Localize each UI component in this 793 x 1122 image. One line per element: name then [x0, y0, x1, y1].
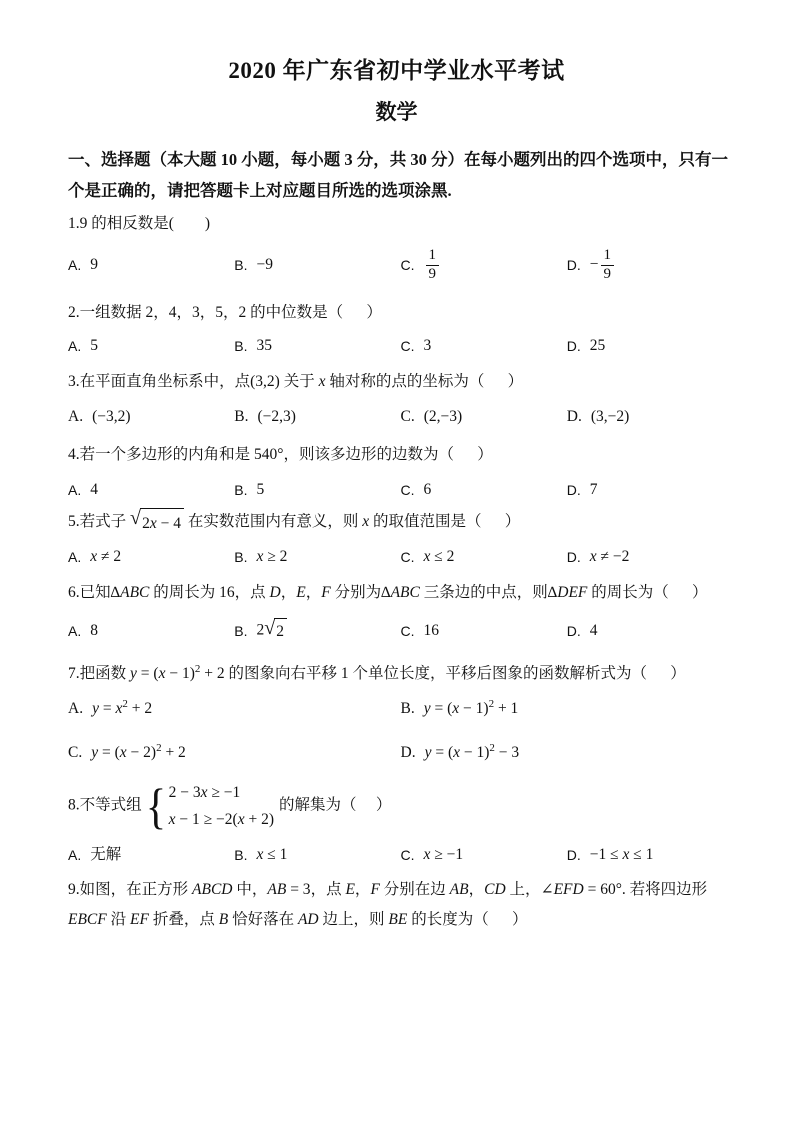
- text-run: 中，: [232, 881, 268, 898]
- option-value: [425, 741, 520, 765]
- option-value: [256, 618, 287, 644]
- math-text: − 1): [460, 744, 490, 761]
- text-run: 的图象向右平移 1 个单位长度，平移后图象的函数解析式为（ ）: [224, 665, 686, 682]
- math-variable: x: [622, 846, 630, 863]
- math-text: ≠ 2: [97, 548, 122, 565]
- math-text: 4: [90, 481, 98, 498]
- question-4-option-A: [68, 478, 234, 502]
- text-run: 在实数范围内有意义，则: [183, 513, 363, 531]
- option-label: C.: [400, 338, 415, 354]
- text-run: 5.若式子: [68, 513, 131, 531]
- math-text: −9: [256, 256, 273, 273]
- question-3-option-B: [234, 405, 400, 429]
- math-text: ≤ 1: [629, 846, 654, 863]
- text-run: 分别为: [330, 584, 382, 601]
- math-text: ∆: [547, 584, 558, 601]
- option-value: [424, 545, 455, 569]
- option-label: D.: [566, 549, 581, 565]
- questions-list: [68, 210, 733, 935]
- math-variable: EF: [130, 911, 149, 928]
- option-label: A.: [68, 847, 82, 863]
- math-superscript: 2: [489, 741, 495, 754]
- option-label: D.: [566, 482, 581, 498]
- math-variable: y: [423, 700, 431, 717]
- math-text: −: [589, 255, 599, 273]
- question-8-option-C: [401, 843, 567, 867]
- option-label: A.: [68, 257, 82, 273]
- question-4-option-C: [401, 478, 567, 502]
- question-5-options-row: [68, 545, 733, 569]
- option-label: A.: [68, 338, 82, 354]
- math-variable: x: [256, 548, 264, 565]
- math-variable: BE: [388, 911, 408, 928]
- math-variable: y: [424, 744, 432, 761]
- math-variable: x: [200, 784, 208, 801]
- text-run: 的取值范围是（ ）: [369, 513, 521, 531]
- option-value: [90, 478, 98, 502]
- option-value: [90, 843, 121, 867]
- option-label: D.: [566, 623, 581, 639]
- instructions-line-1: 一、选择题（本大题 10 小题，每小题 3 分，共 30 分）在每小题列出的四个选项中，只有一: [68, 150, 728, 169]
- option-label: B.: [234, 338, 248, 354]
- math-variable: x: [256, 846, 264, 863]
- text-run: 轴对称的点的坐标为（ ）: [325, 373, 524, 390]
- math-variable: DEF: [557, 584, 588, 601]
- math-variable: ABCD: [192, 881, 233, 898]
- option-label: C.: [400, 482, 415, 498]
- radicand: [274, 618, 287, 644]
- math-text: 8: [90, 622, 98, 639]
- option-label: B.: [400, 700, 415, 717]
- question-2-options-row: [68, 334, 733, 358]
- question-7-option-C: [68, 741, 401, 765]
- math-text: ≥ 2: [263, 548, 288, 565]
- text-run: 恰好落在: [228, 911, 298, 928]
- radical-sign-icon: √: [264, 617, 276, 639]
- math-variable: B: [218, 911, 229, 928]
- option-label: C.: [68, 744, 83, 761]
- math-text: − 2): [126, 744, 157, 761]
- math-fraction: [601, 247, 615, 283]
- question-2-option-C: [401, 334, 567, 358]
- text-run: 9.如图，在正方形: [68, 881, 193, 898]
- option-value: [256, 843, 287, 867]
- option-label: C.: [400, 847, 415, 863]
- option-label: A.: [68, 408, 84, 425]
- math-text: 16: [423, 622, 439, 639]
- text-run: 8.不等式组: [68, 796, 142, 814]
- question-2-stem: [68, 299, 733, 326]
- text-run: . 若将四边形: [621, 881, 712, 898]
- question-5-option-A: [68, 545, 234, 569]
- question-9: [68, 875, 733, 935]
- option-label: D.: [566, 257, 581, 273]
- math-variable: x: [115, 700, 123, 717]
- math-text: (3,−2): [590, 408, 630, 425]
- option-value: [90, 253, 98, 277]
- option-label: B.: [234, 408, 249, 425]
- math-text: 4: [589, 622, 598, 639]
- math-variable: ABC: [390, 584, 420, 601]
- math-text: 5: [90, 337, 98, 354]
- math-text: + 2: [200, 665, 225, 682]
- text-run: 上，: [505, 881, 541, 898]
- text-run: 折叠，点: [148, 911, 219, 928]
- option-label: C.: [400, 408, 415, 425]
- math-text: =: [98, 700, 116, 717]
- question-6-option-D: [567, 619, 733, 643]
- math-variable: EFD: [553, 881, 584, 898]
- question-3: [68, 368, 733, 429]
- math-text: − 1): [165, 665, 195, 682]
- text-run: 的周长为（ ）: [587, 584, 708, 601]
- math-variable: AB: [267, 881, 287, 898]
- math-variable: x: [318, 373, 326, 390]
- math-text: = 3: [286, 881, 311, 898]
- math-text: 6: [423, 481, 432, 498]
- math-text: 2: [256, 621, 265, 639]
- option-value: [590, 247, 616, 283]
- question-2-option-D: [567, 334, 733, 358]
- option-value: [92, 405, 130, 429]
- question-6: [68, 579, 733, 648]
- math-radical: [130, 508, 184, 537]
- option-value: [90, 545, 121, 569]
- question-7-stem: [68, 660, 733, 687]
- math-radical: [264, 618, 287, 644]
- option-value: [90, 619, 98, 643]
- option-label: C.: [400, 257, 415, 273]
- question-8-option-D: [567, 843, 733, 867]
- option-label: D.: [566, 847, 581, 863]
- math-text: 5: [256, 481, 265, 498]
- math-text: ∆: [381, 584, 391, 601]
- option-value: [256, 478, 264, 502]
- option-value: [92, 697, 152, 721]
- math-variable: E: [296, 584, 306, 601]
- option-value: [591, 405, 629, 429]
- math-text: = (: [98, 744, 120, 761]
- math-text: 2: [142, 515, 150, 532]
- question-4-options-row: [68, 478, 733, 502]
- option-label: B.: [234, 482, 248, 498]
- math-text: ≤ 2: [430, 548, 455, 565]
- math-text: − 4: [156, 515, 181, 532]
- option-value: [424, 843, 464, 867]
- math-text: 2 − 3: [168, 784, 201, 801]
- math-superscript: 2: [194, 662, 201, 675]
- text-run: ，: [305, 584, 322, 601]
- exam-title: 2020 年广东省初中学业水平考试: [228, 58, 565, 83]
- math-variable: x: [453, 744, 461, 761]
- math-variable: y: [92, 700, 99, 717]
- math-text: + 2: [127, 700, 153, 717]
- text-run: 3.在平面直角坐标系中，点: [68, 373, 251, 390]
- math-inequality-system: [144, 777, 274, 835]
- radical-sign-icon: √: [130, 507, 142, 529]
- question-1-option-B: [234, 253, 400, 277]
- question-1-stem: [68, 210, 733, 237]
- option-value: [590, 619, 598, 643]
- option-label: B.: [234, 847, 248, 863]
- question-6-option-A: [68, 619, 234, 643]
- radicand: [140, 508, 184, 537]
- option-value: [424, 334, 432, 358]
- math-variable: x: [423, 846, 431, 863]
- option-label: B.: [234, 257, 248, 273]
- question-5-stem: [68, 508, 733, 537]
- math-variable: y: [91, 744, 99, 761]
- option-label: D.: [566, 338, 581, 354]
- math-text: ∆: [110, 584, 121, 601]
- question-5: [68, 508, 733, 569]
- option-label: B.: [234, 549, 248, 565]
- question-6-options-row: [68, 614, 733, 648]
- option-value: [424, 478, 432, 502]
- option-value: [424, 697, 519, 721]
- math-text: 2: [276, 623, 285, 640]
- question-7-options-row: [68, 697, 733, 721]
- math-text: 25: [589, 337, 606, 354]
- section-instructions: [68, 144, 731, 206]
- option-label: A.: [68, 482, 82, 498]
- text-run: 6.已知: [68, 584, 111, 601]
- question-7-option-A: [68, 697, 401, 721]
- math-text: = (: [430, 700, 453, 717]
- math-variable: x: [90, 548, 98, 565]
- math-variable: F: [370, 881, 380, 898]
- question-9-stem: [68, 875, 733, 935]
- option-value: [590, 478, 598, 502]
- system-line-1: [169, 779, 274, 806]
- question-4-option-B: [234, 478, 400, 502]
- question-1: [68, 210, 733, 287]
- math-variable: x: [149, 515, 157, 532]
- option-value: [590, 334, 606, 358]
- question-4-stem: [68, 441, 733, 468]
- text-run: 7.把函数: [68, 665, 131, 682]
- math-fraction: [426, 247, 440, 283]
- text-run: 分别在边: [379, 881, 450, 898]
- text-run: 的长度为（ ）: [407, 911, 528, 928]
- option-value: [256, 334, 272, 358]
- option-value: [256, 545, 287, 569]
- question-8: [68, 777, 733, 867]
- math-variable: EBCF: [68, 911, 107, 928]
- text-run: ，: [354, 881, 371, 898]
- option-label: D.: [566, 408, 582, 425]
- math-text: −1 ≤: [589, 846, 623, 863]
- option-label: A.: [68, 623, 82, 639]
- math-text: ∠: [540, 881, 554, 898]
- math-variable: x: [589, 548, 597, 565]
- option-value: [90, 334, 98, 358]
- math-text: (2,−3): [423, 408, 463, 425]
- math-text: ≠ −2: [596, 548, 630, 565]
- math-variable: x: [452, 700, 460, 717]
- text-run: ，: [280, 584, 297, 601]
- math-text: 3: [423, 337, 432, 354]
- math-text: − 3: [494, 744, 520, 761]
- option-label: D.: [400, 744, 416, 761]
- question-8-stem: [68, 777, 733, 835]
- math-variable: ABC: [120, 584, 150, 601]
- math-text: − 1 ≥ −2(: [175, 811, 238, 828]
- math-text: 35: [256, 337, 272, 354]
- option-label: B.: [234, 623, 248, 639]
- question-1-option-A: [68, 253, 234, 277]
- fraction-denominator: 9: [603, 265, 611, 282]
- question-2: [68, 299, 733, 358]
- option-value: [256, 253, 273, 277]
- math-text: ≤ 1: [263, 846, 288, 863]
- question-3-options-row: [68, 405, 733, 429]
- question-7-options-row: [68, 741, 733, 765]
- math-text: − 1): [459, 700, 489, 717]
- option-value: [424, 405, 462, 429]
- math-text: = (: [431, 744, 454, 761]
- math-superscript: 2: [156, 741, 162, 754]
- text-run: 1.9 的相反数是( ): [68, 215, 211, 232]
- text-run: 三条边的中点，则: [419, 584, 548, 601]
- instructions-line-2: 个是正确的，请把答题卡上对应题目所选的选项涂黑.: [68, 181, 452, 200]
- math-text: (3,2): [250, 373, 280, 390]
- question-7: [68, 660, 733, 765]
- math-variable: x: [158, 665, 166, 682]
- option-value: [424, 247, 442, 283]
- option-value: [590, 843, 654, 867]
- text-run: 沿: [106, 911, 131, 928]
- math-text: = 60°: [583, 881, 622, 898]
- text-run: 的周长为 16，点: [149, 584, 270, 601]
- text-run: 关于: [279, 373, 319, 390]
- question-7-option-B: [401, 697, 734, 721]
- math-text: 9: [90, 256, 98, 273]
- math-variable: CD: [484, 881, 506, 898]
- question-5-option-B: [234, 545, 400, 569]
- question-8-options-row: [68, 843, 733, 867]
- math-text: ≥ −1: [430, 846, 464, 863]
- math-text: (−2,3): [257, 408, 296, 425]
- text-run: ，: [468, 881, 485, 898]
- text-run: 边上，则: [318, 911, 389, 928]
- system-line-2: [169, 806, 274, 833]
- math-text: + 2: [161, 744, 186, 761]
- fraction-numerator: 1: [426, 247, 440, 265]
- option-label: A.: [68, 549, 82, 565]
- fraction-numerator: 1: [601, 247, 615, 265]
- math-variable: AB: [449, 881, 469, 898]
- question-5-option-C: [401, 545, 567, 569]
- text-run: ，点: [310, 881, 346, 898]
- question-6-stem: [68, 579, 733, 606]
- question-3-option-D: [567, 405, 733, 429]
- exam-subject: 数学: [375, 100, 418, 124]
- text-run: 2.一组数据 2，4，3，5，2 的中位数是（ ）: [68, 304, 382, 321]
- math-variable: x: [237, 811, 245, 828]
- option-value: [91, 741, 186, 765]
- text-run: 4.若一个多边形的内角和是 540°，则该多边形的边数为（ ）: [68, 446, 493, 463]
- option-label: C.: [400, 549, 415, 565]
- option-label: C.: [400, 623, 415, 639]
- question-2-option-B: [234, 334, 400, 358]
- math-superscript: 2: [488, 697, 495, 710]
- math-variable: y: [130, 665, 137, 682]
- math-text: 7: [589, 481, 598, 498]
- fraction-denominator: 9: [428, 265, 436, 282]
- brace-icon: {: [145, 778, 166, 834]
- math-variable: AD: [297, 911, 319, 928]
- question-1-options-row: [68, 243, 733, 287]
- math-text: (−3,2): [92, 408, 131, 425]
- question-5-option-D: [567, 545, 733, 569]
- question-3-option-C: [401, 405, 567, 429]
- question-4: [68, 441, 733, 502]
- math-variable: D: [269, 584, 281, 601]
- question-1-option-C: [401, 247, 567, 283]
- question-2-option-A: [68, 334, 234, 358]
- math-variable: E: [345, 881, 355, 898]
- system-lines: [169, 779, 274, 833]
- question-6-option-C: [401, 619, 567, 643]
- math-variable: x: [362, 513, 370, 531]
- option-value: [590, 545, 630, 569]
- option-label: A.: [68, 700, 84, 717]
- question-3-stem: [68, 368, 733, 395]
- math-text: + 2): [244, 811, 274, 828]
- question-4-option-D: [567, 478, 733, 502]
- math-superscript: 2: [122, 697, 128, 710]
- question-8-option-B: [234, 843, 400, 867]
- math-variable: x: [423, 548, 431, 565]
- question-3-option-A: [68, 405, 234, 429]
- question-1-option-D: [567, 247, 733, 283]
- text-run: 无解: [90, 846, 122, 863]
- text-run: 的解集为（ ）: [278, 796, 392, 814]
- question-8-option-A: [68, 843, 234, 867]
- math-text: + 1: [494, 700, 519, 717]
- math-text: = (: [136, 665, 159, 682]
- question-7-option-D: [401, 741, 734, 765]
- option-value: [257, 405, 295, 429]
- math-variable: x: [168, 811, 176, 828]
- math-variable: x: [119, 744, 127, 761]
- question-6-option-B: [234, 618, 400, 644]
- math-text: ≥ −1: [207, 784, 241, 801]
- option-value: [424, 619, 440, 643]
- math-variable: F: [321, 584, 331, 601]
